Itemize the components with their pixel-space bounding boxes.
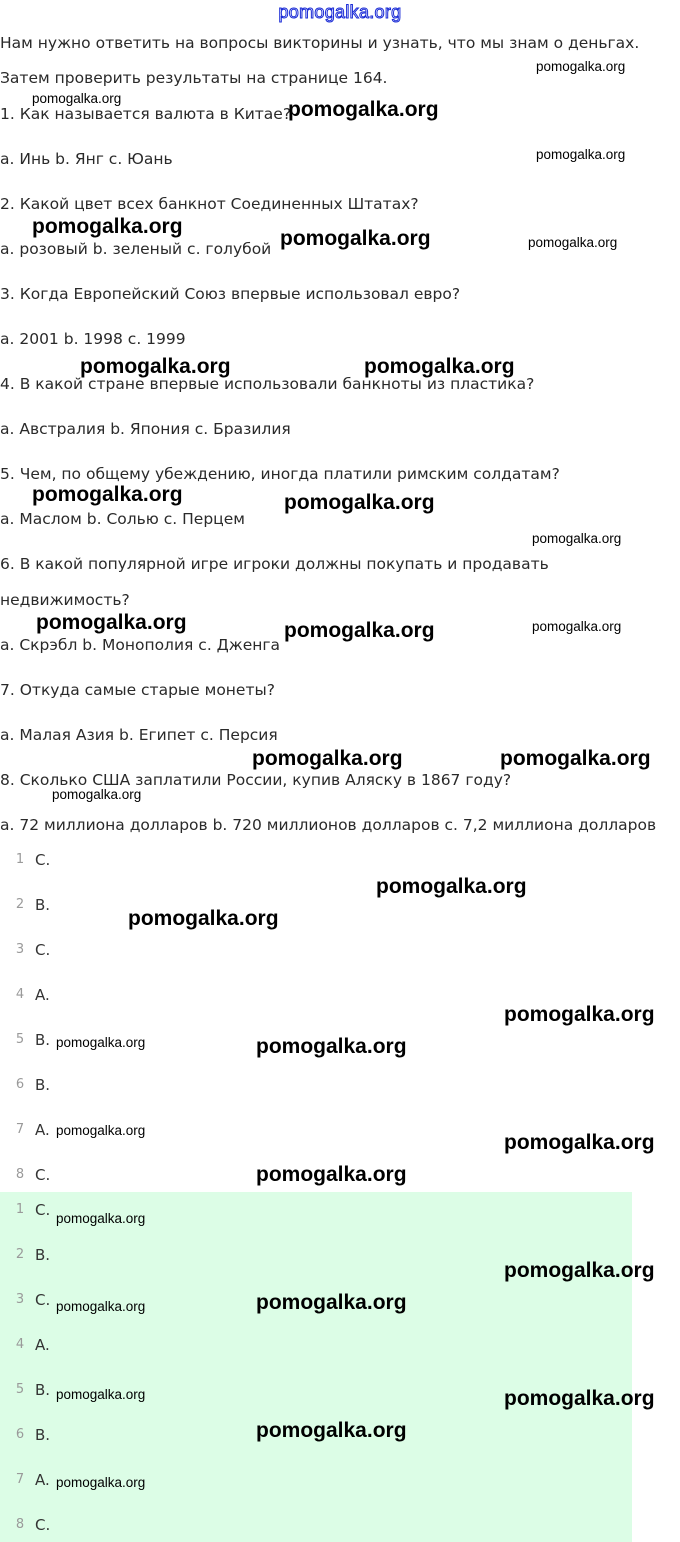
answer-value: C. bbox=[35, 1166, 51, 1184]
answer-value: C. bbox=[35, 1201, 51, 1219]
watermark: pomogalka.org bbox=[364, 355, 515, 378]
watermark: pomogalka.org bbox=[56, 1475, 146, 1490]
watermark: pomogalka.org bbox=[56, 1299, 146, 1314]
answer-value: A. bbox=[35, 1121, 50, 1139]
watermark: pomogalka.org bbox=[32, 215, 183, 238]
answer-options-8: a. 72 миллиона долларов b. 720 миллионов долларов c. 7,2 миллиона долларов bbox=[0, 816, 657, 834]
answer-number: 6 bbox=[15, 1427, 25, 1442]
watermark: pomogalka.org bbox=[504, 1259, 655, 1282]
answer-number: 4 bbox=[15, 987, 25, 1002]
answer-value: C. bbox=[35, 1291, 51, 1309]
watermark: pomogalka.org bbox=[56, 1035, 146, 1050]
answer-number: 8 bbox=[15, 1167, 25, 1182]
intro-line-2: Затем проверить результаты на странице 164. bbox=[0, 69, 388, 87]
watermark: pomogalka.org bbox=[56, 1387, 146, 1402]
watermark: pomogalka.org bbox=[32, 483, 183, 506]
answer-options-4: a. Австралия b. Япония c. Бразилия bbox=[0, 420, 291, 438]
question-2: 2. Какой цвет всех банкнот Соединенных Штатах? bbox=[0, 195, 419, 213]
site-header-watermark[interactable]: pomogalka.org bbox=[278, 2, 402, 22]
answer-value: C. bbox=[35, 1516, 51, 1534]
answer-value: A. bbox=[35, 1336, 50, 1354]
question-5: 5. Чем, по общему убеждению, иногда платили римским солдатам? bbox=[0, 465, 560, 483]
watermark: pomogalka.org bbox=[376, 875, 527, 898]
answer-number: 4 bbox=[15, 1337, 25, 1352]
answer-value: C. bbox=[35, 851, 51, 869]
answer-number: 1 bbox=[15, 852, 25, 867]
answer-number: 3 bbox=[15, 942, 25, 957]
question-6-continued: недвижимость? bbox=[0, 591, 130, 609]
watermark: pomogalka.org bbox=[504, 1131, 655, 1154]
watermark: pomogalka.org bbox=[256, 1163, 407, 1186]
watermark: pomogalka.org bbox=[536, 147, 626, 162]
watermark: pomogalka.org bbox=[256, 1291, 407, 1314]
watermark: pomogalka.org bbox=[528, 235, 618, 250]
answer-number: 2 bbox=[15, 897, 25, 912]
watermark: pomogalka.org bbox=[504, 1003, 655, 1026]
question-8: 8. Сколько США заплатили России, купив Аляску в 1867 году? bbox=[0, 771, 512, 789]
answer-value: B. bbox=[35, 1381, 51, 1399]
answer-value: C. bbox=[35, 941, 51, 959]
watermark: pomogalka.org bbox=[284, 619, 435, 642]
watermark: pomogalka.org bbox=[532, 531, 622, 546]
answer-value: A. bbox=[35, 986, 50, 1004]
watermark: pomogalka.org bbox=[532, 619, 622, 634]
answer-options-2: a. розовый b. зеленый c. голубой bbox=[0, 240, 272, 258]
answer-value: B. bbox=[35, 896, 51, 914]
watermark: pomogalka.org bbox=[32, 91, 122, 106]
answer-options-7: a. Малая Азия b. Египет c. Персия bbox=[0, 726, 278, 744]
watermark: pomogalka.org bbox=[52, 787, 142, 802]
watermark: pomogalka.org bbox=[288, 98, 439, 121]
question-3: 3. Когда Европейский Союз впервые использовал евро? bbox=[0, 285, 461, 303]
answer-value: B. bbox=[35, 1426, 51, 1444]
answer-number: 2 bbox=[15, 1247, 25, 1262]
answer-number: 5 bbox=[15, 1032, 25, 1047]
answer-number: 5 bbox=[15, 1382, 25, 1397]
watermark: pomogalka.org bbox=[36, 611, 187, 634]
watermark: pomogalka.org bbox=[256, 1035, 407, 1058]
answer-options-5: a. Маслом b. Солью c. Перцем bbox=[0, 510, 245, 528]
watermark: pomogalka.org bbox=[56, 1123, 146, 1138]
answer-number: 7 bbox=[15, 1472, 25, 1487]
watermark: pomogalka.org bbox=[504, 1387, 655, 1410]
question-7: 7. Откуда самые старые монеты? bbox=[0, 681, 275, 699]
watermark: pomogalka.org bbox=[56, 1211, 146, 1226]
answer-options-3: a. 2001 b. 1998 c. 1999 bbox=[0, 330, 186, 348]
watermark: pomogalka.org bbox=[252, 747, 403, 770]
intro-line-1: Нам нужно ответить на вопросы викторины и узнать, что мы знам о деньгах. bbox=[0, 34, 640, 52]
question-6: 6. В какой популярной игре игроки должны покупать и продавать bbox=[0, 555, 549, 573]
watermark: pomogalka.org bbox=[284, 491, 435, 514]
answer-value: B. bbox=[35, 1031, 51, 1049]
question-4: 4. В какой стране впервые использовали банкноты из пластика? bbox=[0, 375, 535, 393]
watermark: pomogalka.org bbox=[80, 355, 231, 378]
answer-options-1: a. Инь b. Янг c. Юань bbox=[0, 150, 173, 168]
answer-number: 8 bbox=[15, 1517, 25, 1532]
watermark: pomogalka.org bbox=[256, 1419, 407, 1442]
watermark: pomogalka.org bbox=[500, 747, 651, 770]
answer-number: 6 bbox=[15, 1077, 25, 1092]
watermark: pomogalka.org bbox=[280, 227, 431, 250]
answer-options-6: a. Скрэбл b. Монополия c. Дженга bbox=[0, 636, 281, 654]
answer-number: 7 bbox=[15, 1122, 25, 1137]
answer-number: 1 bbox=[15, 1202, 25, 1217]
watermark: pomogalka.org bbox=[536, 59, 626, 74]
answer-number: 3 bbox=[15, 1292, 25, 1307]
watermark: pomogalka.org bbox=[128, 907, 279, 930]
answer-value: B. bbox=[35, 1246, 51, 1264]
question-1: 1. Как называется валюта в Китае? bbox=[0, 105, 292, 123]
answer-value: B. bbox=[35, 1076, 51, 1094]
answer-value: A. bbox=[35, 1471, 50, 1489]
